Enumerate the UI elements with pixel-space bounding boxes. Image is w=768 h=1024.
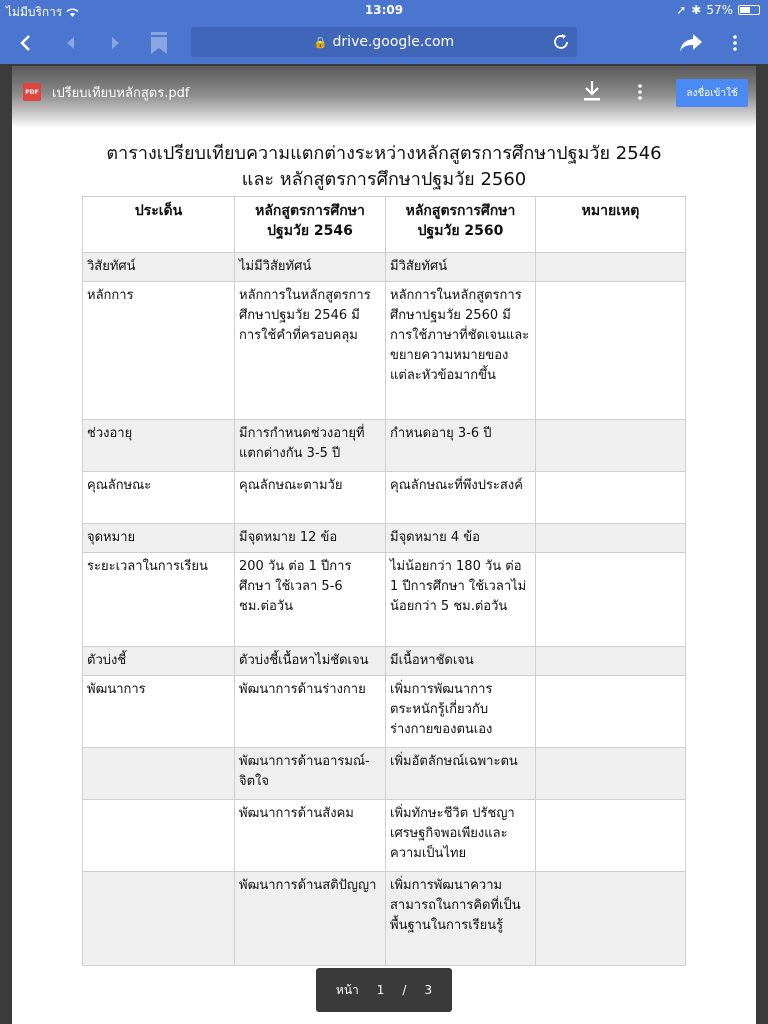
table-cell: เพิ่มการพัฒนาการตระหนักรู้เกี่ยวกับร่างกายของตนเอง: [386, 676, 536, 748]
pdf-viewer: [12, 66, 756, 1024]
table-cell: [536, 748, 686, 800]
table-row: [83, 524, 686, 553]
bookmark-icon: [151, 32, 167, 54]
table-cell: คุณลักษณะตามวัย: [235, 472, 386, 524]
carrier-label: ไม่มีบริการ: [6, 5, 63, 19]
table-row: [83, 676, 686, 748]
table-cell: [83, 872, 235, 966]
table-cell: มีจุดหมาย 4 ข้อ: [386, 524, 536, 553]
table-cell: หลักการในหลักสูตรการศึกษาปฐมวัย 2546 มีการใช้คำที่ครอบคลุม: [235, 282, 386, 420]
table-cell: คุณลักษณะที่พึงประสงค์: [386, 472, 536, 524]
page-indicator: [316, 968, 452, 1012]
table-cell: ไม่มีวิสัยทัศน์: [235, 253, 386, 282]
table-cell: จุดหมาย: [83, 524, 235, 553]
table-cell: [536, 872, 686, 966]
lock-icon: 🔒: [313, 35, 328, 49]
table-cell: [536, 253, 686, 282]
table-header-row: [83, 197, 686, 253]
url-text: drive.google.com: [332, 34, 455, 50]
table-cell: พัฒนาการด้านสติปัญญา: [235, 872, 386, 966]
table-cell: [536, 282, 686, 420]
table-cell: [536, 553, 686, 647]
table-cell: หลักการในหลักสูตรการศึกษาปฐมวัย 2560 มีการใช้ภาษาที่ชัดเจนและขยายความหมายของแต่ละหัวข้อมากขึ้น: [386, 282, 536, 420]
next-button[interactable]: [100, 28, 130, 58]
document-title: [82, 141, 686, 193]
bookmark-button[interactable]: [144, 28, 174, 58]
table-cell: [536, 524, 686, 553]
more-vertical-icon: [733, 35, 737, 51]
table-row: [83, 553, 686, 647]
download-icon[interactable]: [582, 80, 602, 102]
reload-icon[interactable]: [551, 32, 571, 52]
url-bar[interactable]: [191, 27, 577, 57]
header-topic: ประเด็น: [83, 197, 235, 253]
table-row: [83, 253, 686, 282]
table-cell: เพิ่มอัตลักษณ์เฉพาะตน: [386, 748, 536, 800]
table-cell: [83, 800, 235, 872]
table-cell: พัฒนาการด้านสังคม: [235, 800, 386, 872]
table-cell: กำหนดอายุ 3-6 ปี: [386, 420, 536, 472]
bluetooth-icon: ✱: [691, 3, 702, 17]
table-cell: ระยะเวลาในการเรียน: [83, 553, 235, 647]
table-cell: วิสัยทัศน์: [83, 253, 235, 282]
table-row: [83, 872, 686, 966]
table-cell: [536, 800, 686, 872]
table-cell: [536, 647, 686, 676]
prev-button[interactable]: [56, 28, 86, 58]
back-icon: [18, 34, 32, 52]
table-cell: เพิ่มการพัฒนาความสามารถในการคิดที่เป็นพื้นฐานในการเรียนรู้: [386, 872, 536, 966]
sign-in-button[interactable]: ลงชื่อเข้าใช้: [676, 79, 748, 107]
viewer-more-icon[interactable]: [638, 84, 642, 100]
viewer-header: [12, 66, 756, 128]
table-cell: 200 วัน ต่อ 1 ปีการศึกษา ใช้เวลา 5-6 ชม.ต่อวัน: [235, 553, 386, 647]
battery-icon: [738, 5, 760, 15]
current-page: 1: [376, 983, 385, 997]
file-name: เปรียบเทียบหลักสูตร.pdf: [52, 86, 190, 101]
back-button[interactable]: [10, 28, 40, 58]
table-row: [83, 472, 686, 524]
table-cell: [536, 420, 686, 472]
table-cell: [83, 748, 235, 800]
table-cell: คุณลักษณะ: [83, 472, 235, 524]
table-cell: ตัวบ่งชี้: [83, 647, 235, 676]
table-cell: พัฒนาการด้านอารมณ์-จิตใจ: [235, 748, 386, 800]
table-row: [83, 800, 686, 872]
table-cell: ไม่น้อยกว่า 180 วัน ต่อ 1 ปีการศึกษา ใช้เวลาไม่น้อยกว่า 5 ชม.ต่อวัน: [386, 553, 536, 647]
table-row: [83, 748, 686, 800]
location-icon: ➚: [676, 3, 687, 17]
table-cell: พัฒนาการ: [83, 676, 235, 748]
header-notes: หมายเหตุ: [536, 197, 686, 253]
share-button[interactable]: [676, 28, 706, 58]
title-line-2: และ หลักสูตรการศึกษาปฐมวัย 2560: [241, 169, 527, 190]
next-icon: [111, 37, 119, 49]
prev-icon: [67, 37, 75, 49]
status-bar: [0, 0, 768, 22]
table-cell: พัฒนาการด้านร่างกาย: [235, 676, 386, 748]
header-2560: หลักสูตรการศึกษาปฐมวัย 2560: [386, 197, 536, 253]
header-2546: หลักสูตรการศึกษาปฐมวัย 2546: [235, 197, 386, 253]
table-cell: มีการกำหนดช่วงอายุที่แตกต่างกัน 3-5 ปี: [235, 420, 386, 472]
table-cell: ช่วงอายุ: [83, 420, 235, 472]
browser-toolbar: [0, 22, 768, 64]
page-separator: /: [402, 983, 407, 997]
pdf-file-icon: PDF: [23, 83, 41, 101]
table-cell: ตัวบ่งชี้เนื้อหาไม่ชัดเจน: [235, 647, 386, 676]
share-icon: [679, 33, 703, 53]
table-cell: มีวิสัยทัศน์: [386, 253, 536, 282]
table-row: [83, 647, 686, 676]
table-cell: หลักการ: [83, 282, 235, 420]
table-cell: มีเนื้อหาชัดเจน: [386, 647, 536, 676]
table-cell: [536, 472, 686, 524]
comparison-table: [82, 196, 686, 966]
status-right: [676, 3, 760, 17]
clock: 13:09: [364, 3, 404, 17]
battery-percent: 57%: [706, 3, 733, 17]
table-cell: เพิ่มทักษะชีวิต ปรัชญาเศรษฐกิจพอเพียงและความเป็นไทย: [386, 800, 536, 872]
total-pages: 3: [424, 983, 433, 997]
menu-button[interactable]: [720, 28, 750, 58]
page-label: หน้า: [335, 982, 359, 997]
table-row: [83, 420, 686, 472]
title-line-1: ตารางเปรียบเทียบความแตกต่างระหว่างหลักสูตรการศึกษาปฐมวัย 2546: [106, 143, 662, 164]
table-cell: มีจุดหมาย 12 ข้อ: [235, 524, 386, 553]
table-cell: [536, 676, 686, 748]
table-row: [83, 282, 686, 420]
